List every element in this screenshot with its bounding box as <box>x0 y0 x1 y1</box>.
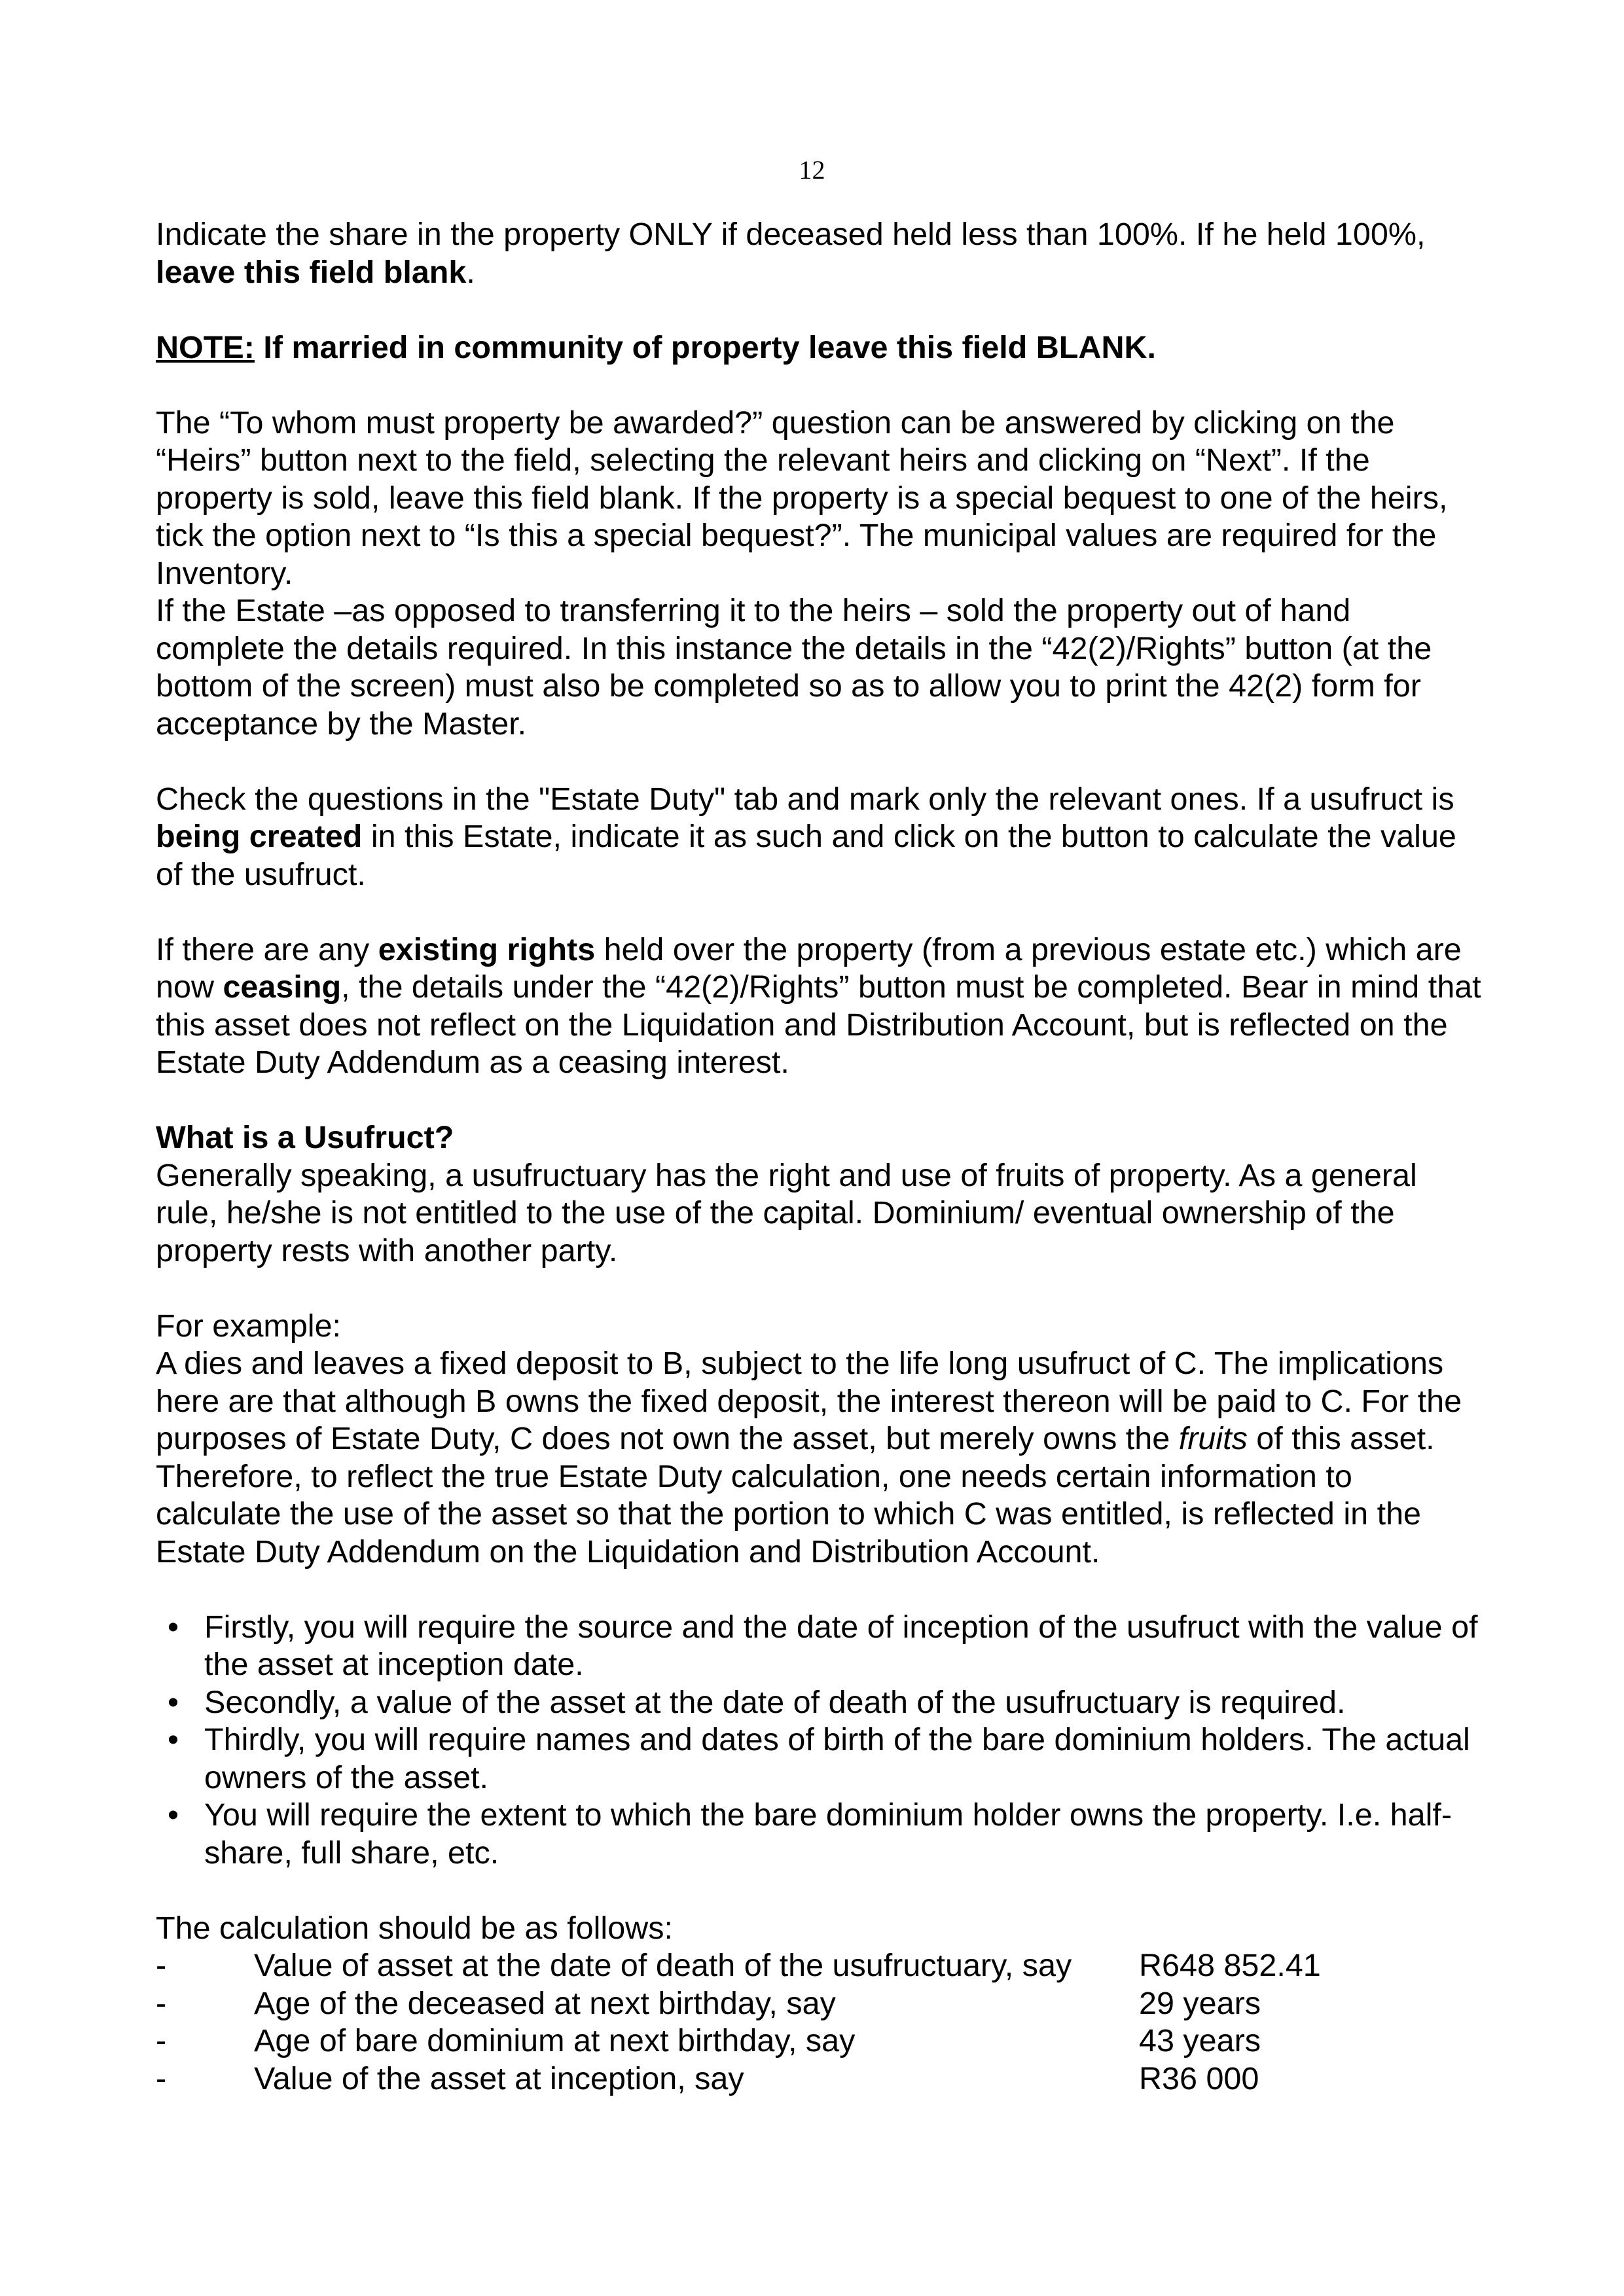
calc-label: Age of the deceased at next birthday, say <box>254 1985 836 2021</box>
calc-value: 29 years <box>1139 1985 1261 2021</box>
example-paragraph: A dies and leaves a fixed deposit to B, subject to the life long usufruct of C. The implications here are that although B owns the fixed deposit, the interest thereon will be paid to C. For the purposes of Estate Duty, C does not own the asset, but merely owns the fruits of this asset. Therefore, to reflect the true Estate Duty calculation, one needs certain information to calculate the use of the asset so that the portion to which C was entitled, is reflected in the Estate Duty Addendum on the Liquidation and Distribution Account. <box>156 1346 1462 1570</box>
awarded-paragraph: The “To whom must property be awarded?” question can be answered by clicking on the “Heirs” button next to the field, selecting the relevant heirs and clicking on “Next”. If the property is sold, leave this field blank. If the property is a special bequest to one of the heirs, tick the option next to “Is this a special bequest?”. The municipal values are required for the Inventory. <box>156 404 1448 591</box>
calc-value: 43 years <box>1139 2023 1261 2058</box>
ceasing-bold: ceasing <box>223 969 342 1005</box>
note-text: If married in community of property leave this field BLANK. <box>254 329 1156 365</box>
bullet-icon: • <box>168 1797 179 1833</box>
page-number: 12 <box>799 155 825 185</box>
calc-row <box>156 2022 1485 2060</box>
share-text: Indicate the share in the property ONLY if deceased held less than 100%. If he held 100%, <box>156 217 1426 252</box>
calc-intro: The calculation should be as follows: <box>156 1910 673 1946</box>
page-body <box>156 216 1485 2098</box>
fruits-italic: fruits <box>1178 1421 1248 1456</box>
list-item: • Thirdly, you will require names and dates of birth of the bare dominium holders. The actual owners of the asset. <box>168 1722 1470 1795</box>
list-item: • Firstly, you will require the source and the date of inception of the usufruct with the value of the asset at inception date. <box>168 1609 1478 1682</box>
calc-row <box>156 1947 1485 1985</box>
note-label: NOTE: <box>156 329 255 365</box>
estate-sold-paragraph: If the Estate –as opposed to transferring it to the heirs – sold the property out of hand complete the details required. In this instance the details in the “42(2)/Rights” button (at the bottom of the screen) must also be completed so as to allow you to print the 42(2) form for acceptance by the Master. <box>156 593 1432 742</box>
share-end: . <box>466 254 475 290</box>
note-paragraph <box>156 329 1485 367</box>
calc-label: Age of bare dominium at next birthday, say <box>254 2023 856 2058</box>
bullet-icon: • <box>168 1684 179 1720</box>
calc-value: R36 000 <box>1139 2060 1259 2096</box>
usufruct-heading: What is a Usufruct? <box>156 1120 454 1155</box>
bullet-icon: • <box>168 1609 179 1645</box>
requirements-list <box>156 1609 1485 1873</box>
dash-marker: - <box>156 2060 167 2096</box>
existing-rights-paragraph: If there are any existing rights held over the property (from a previous estate etc.) which are now ceasing, the details under the “42(2)/Rights” button must be completed. Bear in mind that this asset does not reflect on the Liquidation and Distribution Account, but is reflected on the Estate Duty Addendum as a ceasing interest. <box>156 931 1481 1080</box>
being-created-bold: being created <box>156 819 363 854</box>
calc-value: R648 852.41 <box>1139 1948 1321 1983</box>
example-label: For example: <box>156 1308 342 1344</box>
existing-rights-bold: existing rights <box>378 931 596 967</box>
bullet-icon: • <box>168 1722 179 1757</box>
share-paragraph <box>156 216 1485 291</box>
calc-label: Value of the asset at inception, say <box>254 2060 744 2096</box>
calc-row <box>156 2060 1485 2098</box>
calc-row <box>156 1985 1485 2023</box>
dash-marker: - <box>156 1948 167 1983</box>
usufruct-definition: Generally speaking, a usufructuary has the right and use of fruits of property. As a general rule, he/she is not entitled to the use of the capital. Dominium/ eventual ownership of the property rests with another party. <box>156 1157 1417 1268</box>
estate-duty-paragraph: Check the questions in the "Estate Duty" tab and mark only the relevant ones. If a usufruct is being created in this Estate, indicate it as such and click on the button to calculate the value of the usufruct. <box>156 781 1456 892</box>
calc-label: Value of asset at the date of death of the usufructuary, say <box>254 1948 1072 1983</box>
dash-marker: - <box>156 2023 167 2058</box>
list-item: • You will require the extent to which the bare dominium holder owns the property. I.e. half-share, full share, etc. <box>168 1797 1453 1871</box>
list-item: • Secondly, a value of the asset at the date of death of the usufructuary is required. <box>156 1684 1485 1722</box>
calculation-list <box>156 1947 1485 2098</box>
dash-marker: - <box>156 1985 167 2021</box>
share-bold-text: leave this field blank <box>156 254 467 290</box>
